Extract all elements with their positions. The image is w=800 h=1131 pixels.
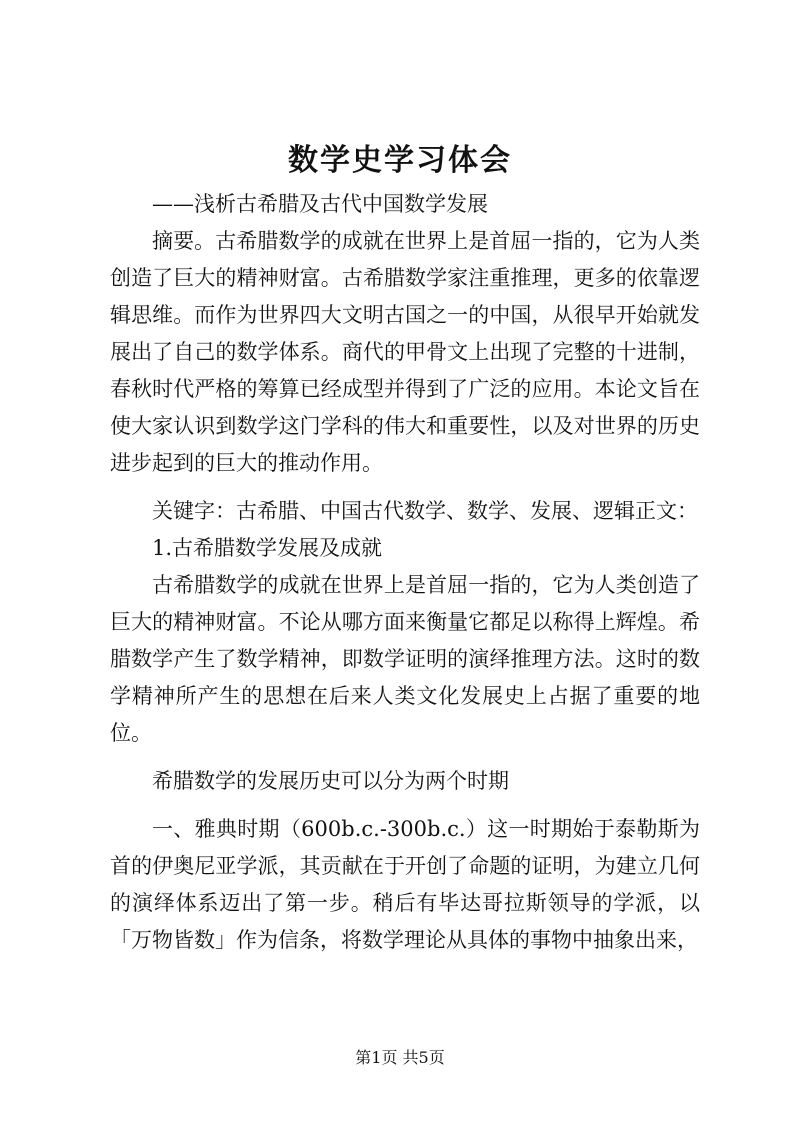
section-heading: 1.古希腊数学发展及成就: [152, 536, 383, 560]
document-title: 数学史学习体会: [288, 143, 512, 178]
body-paragraph: 一、雅典时期（600b.c.-300b.c.）这一时期始于泰勒斯为首的伊奥尼亚学派，其贡献在于开创了命题的证明，为建立几何的演绎体系迈出了第一步。稍后有毕达哥拉斯领导的学派，以「万物皆数」作为信条，将数学理论从具体的事物中抽象出来，: [110, 817, 700, 952]
abstract-paragraph: 摘要。古希腊数学的成就在世界上是首屈一指的，它为人类创造了巨大的精神财富。古希腊数学家注重推理，更多的依靠逻辑思维。而作为世界四大文明古国之一的中国，从很早开始就发展出了自己的数学体系。商代的甲骨文上出现了完整的十进制，春秋时代严格的筹算已经成型并得到了广泛的应用。本论文旨在使大家认识到数学这门学科的伟大和重要性，以及对世界的历史进步起到的巨大的推动作用。: [110, 229, 700, 475]
body-paragraph: 古希腊数学的成就在世界上是首屈一指的，它为人类创造了巨大的精神财富。不论从哪方面来衡量它都足以称得上辉煌。希腊数学产生了数学精神，即数学证明的演绎推理方法。这时的数学精神所产生的思想在后来人类文化发展史上占据了重要的地位。: [110, 573, 700, 745]
keywords-line: 关键字：古希腊、中国古代数学、数学、发展、逻辑正文：: [152, 499, 698, 523]
subtitle: ——浅析古希腊及古代中国数学发展: [152, 192, 488, 216]
page-footer: 第1页 共5页: [355, 1048, 445, 1067]
document-body: [110, 186, 700, 959]
body-paragraph: 希腊数学的发展历史可以分为两个时期: [152, 769, 509, 793]
